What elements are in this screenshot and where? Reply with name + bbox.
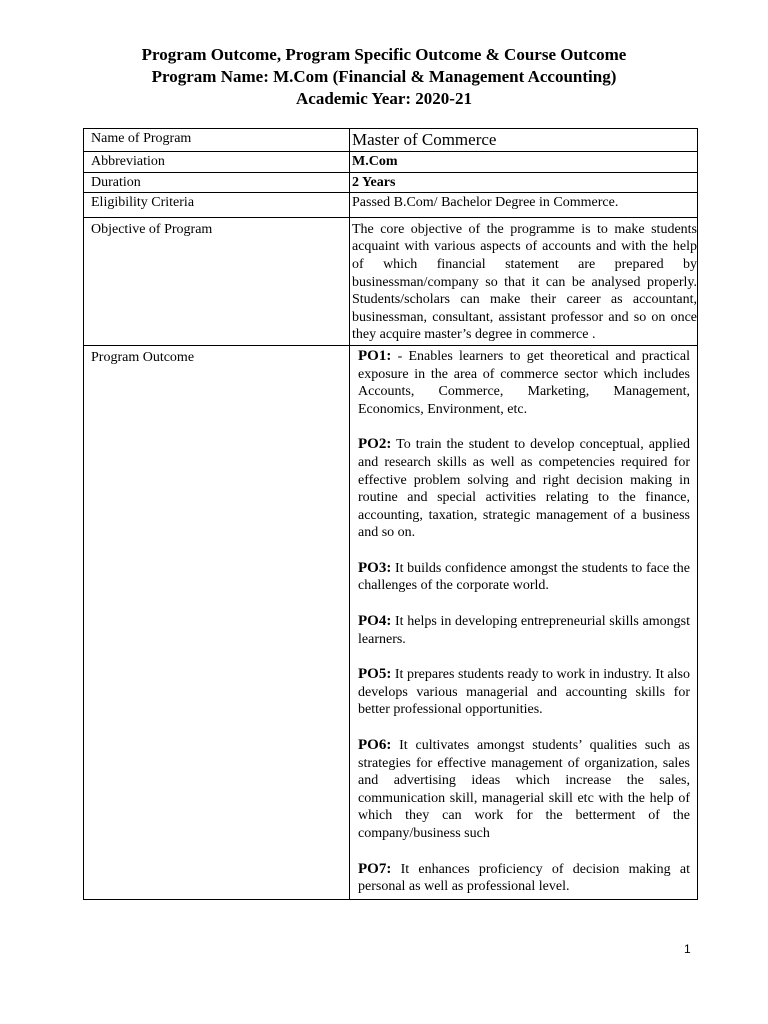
table-row: [84, 172, 698, 193]
outcome-item: [358, 861, 690, 896]
outcome-label: PO5:: [358, 666, 392, 683]
duration-value: 2 Years: [352, 174, 396, 190]
outcome-text: It helps in developing entrepreneurial skills amongst learners.: [358, 614, 690, 647]
page-number: 1: [684, 942, 691, 956]
table-row: [84, 217, 698, 345]
outcome-text: It enhances proficiency of decision making at personal as well as professional level.: [358, 861, 690, 895]
outcome-item: [358, 737, 690, 843]
table-row: [84, 193, 698, 218]
outcome-text: It builds confidence amongst the students to face the challenges of the corporate world.: [358, 560, 690, 594]
table-row: [84, 129, 698, 152]
outcome-label: PO4:: [358, 613, 392, 630]
document-header: [0, 44, 768, 110]
objective-value: The core objective of the programme is to make students acquaint with various aspects of accounts and with the help of which financial statement are prepared by businessman/company so that it can be analysed properly. Students/scholars can make their career as accountant, businessman, consultant, assistant professor and so on once they acquire master’s degree in commerce .: [350, 217, 698, 345]
outcome-text: To train the student to develop conceptual, applied and research skills as well as competencies required for effective problem solving and right decision making in routine and special activities relating to the finance, accounting, taxation, strategic management of a business and so on.: [358, 437, 690, 541]
outcome-item: [358, 560, 690, 595]
program-outcome-label: Program Outcome: [84, 345, 350, 899]
program-info-table: [83, 128, 698, 900]
outcome-label: PO1:: [358, 347, 392, 364]
outcome-text: - Enables learners to get theoretical and practical exposure in the area of commerce sector which includes Accounts, Commerce, Marketing, Management, Economics, Environment, etc.: [358, 348, 690, 417]
program-outcome-list: [352, 348, 697, 896]
header-academic-year: Academic Year: 2020-21: [296, 89, 472, 108]
outcome-item: [358, 436, 690, 542]
outcome-item: [358, 613, 690, 648]
abbreviation-label: Abbreviation: [84, 152, 350, 173]
header-title-line: Program Outcome, Program Specific Outcome & Course Outcome: [141, 45, 627, 64]
outcome-label: PO3:: [358, 559, 392, 576]
eligibility-value: Passed B.Com/ Bachelor Degree in Commerce.: [350, 193, 698, 218]
objective-label: Objective of Program: [84, 217, 350, 345]
duration-label: Duration: [84, 172, 350, 193]
outcome-label: PO7:: [358, 860, 392, 877]
outcome-item: [358, 348, 690, 418]
table-row: [84, 345, 698, 899]
outcome-item: [358, 666, 690, 719]
name-of-program-label: Name of Program: [84, 129, 350, 152]
table-row: [84, 152, 698, 173]
outcome-text: It cultivates amongst students’ qualities such as strategies for effective management of organization, sales and advertising ideas which increase the sales, communication skill, managerial skill etc with the help of which they can work for the betterment of the company/business such: [358, 738, 690, 841]
outcome-label: PO2:: [358, 436, 392, 453]
header-program-name: Program Name: M.Com (Financial & Management Accounting): [151, 67, 617, 86]
eligibility-label: Eligibility Criteria: [84, 193, 350, 218]
outcome-label: PO6:: [358, 737, 392, 754]
abbreviation-value: M.Com: [352, 154, 398, 169]
outcome-text: It prepares students ready to work in industry. It also develops various managerial and accounting skills for better professional opportunities.: [358, 667, 690, 718]
name-of-program-value: Master of Commerce: [350, 129, 698, 152]
